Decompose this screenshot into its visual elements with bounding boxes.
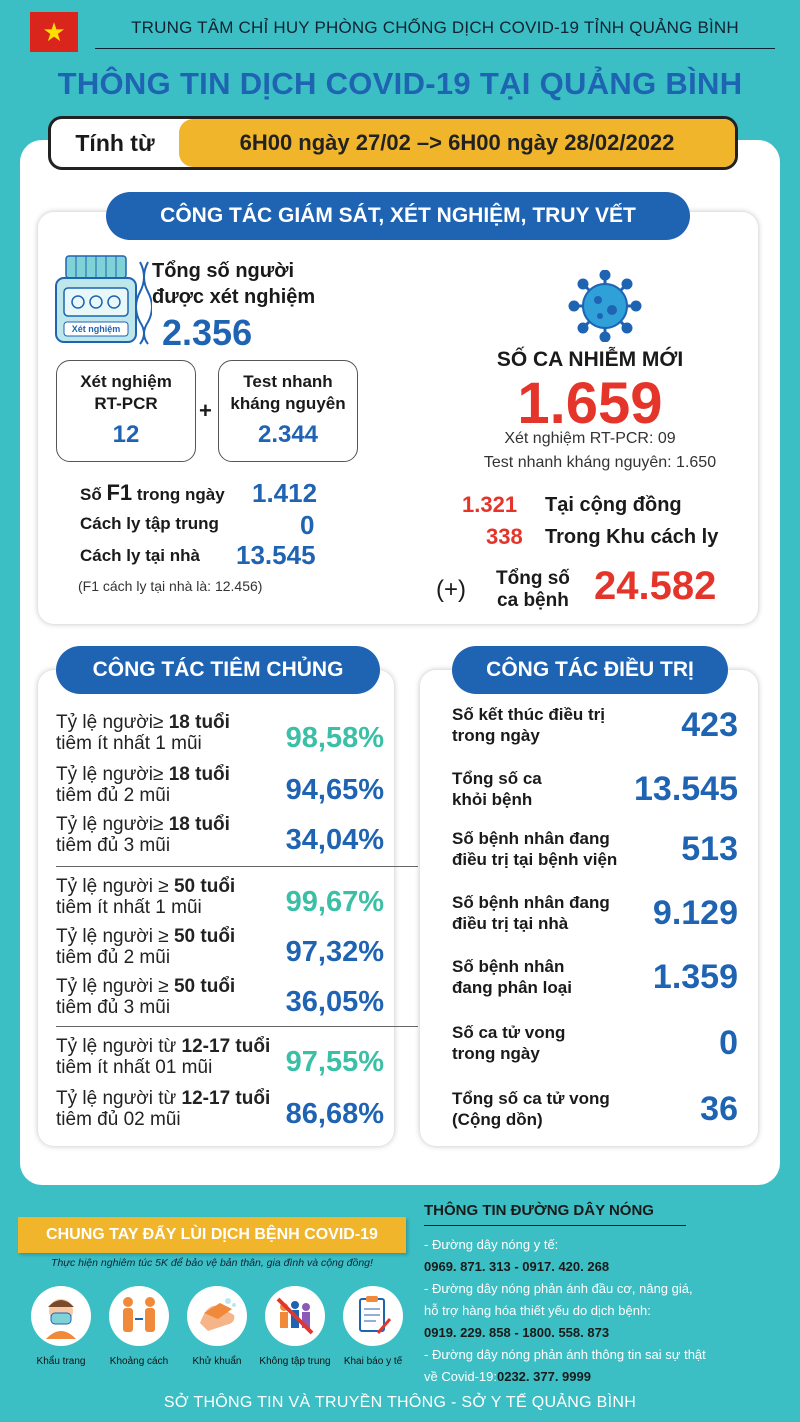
vaccination-pct: 99,67% [285, 886, 384, 918]
vaccination-row [38, 764, 394, 820]
row-line2: trong ngày [452, 1044, 540, 1063]
row-line2: đang phân loại [452, 978, 572, 997]
community-value: 1.321 [462, 492, 518, 517]
treatment-row [420, 1086, 758, 1146]
row-line1: Số ca tử vong [452, 1023, 566, 1042]
new-cases-label: SỐ CA NHIỄM MỚI [496, 348, 684, 371]
pcr-label-line2: RT-PCR [94, 394, 158, 413]
row-prefix: Tỷ lệ người ≥ [56, 876, 174, 897]
vaccination-pct: 97,55% [285, 1046, 384, 1078]
treatment-value: 513 [681, 830, 738, 868]
row-line1: Số bệnh nhân đang [452, 829, 610, 848]
new-cases-pcr: Xét nghiệm RT-PCR: 09 [504, 430, 676, 447]
hotline-price-numbers: 0919. 229. 858 - 1800. 558. 873 [424, 1325, 610, 1340]
period-box [48, 116, 738, 170]
handwash-icon [187, 1286, 247, 1346]
distance-item [100, 1286, 178, 1367]
row-line1: Số bệnh nhân [452, 957, 565, 976]
machine-label: Xét nghiệm [71, 324, 121, 334]
new-cases-value: 1.659 [517, 371, 663, 436]
vietnam-flag [30, 12, 78, 52]
treatment-row-label [452, 1022, 565, 1064]
no-gathering-item [256, 1286, 334, 1367]
treatment-row [420, 826, 758, 886]
treatment-row-label [452, 892, 610, 934]
row-dose: tiêm ít nhất 01 mũi [56, 1057, 213, 1078]
treatment-row-label [452, 1088, 610, 1130]
pcr-box [56, 360, 196, 462]
row-line1: Tổng số ca [452, 769, 542, 788]
treatment-value: 9.129 [652, 894, 738, 932]
rapid-label-line1: Test nhanh [243, 372, 333, 391]
row-prefix: Tỷ lệ người ≥ [56, 976, 174, 997]
row-age: 12-17 tuổi [181, 1088, 271, 1109]
health-declaration-item [334, 1286, 412, 1367]
mask-label: Khẩu trang [36, 1356, 86, 1367]
row-line1: Số kết thúc điều trị [452, 705, 606, 724]
distance-label: Khoảng cách [109, 1356, 169, 1367]
treatment-row-label [452, 704, 605, 746]
vaccination-pct: 34,04% [285, 824, 384, 856]
central-quarantine-label: Cách ly tập trung [80, 514, 219, 533]
row-line2: khỏi bệnh [452, 790, 533, 809]
vaccination-list [38, 670, 394, 1146]
row-prefix: Tỷ lệ người từ [56, 1036, 182, 1057]
row-line1: Tổng số ca tử vong [452, 1089, 610, 1108]
f1-prefix: Số [80, 485, 107, 504]
hotline-line6: - Đường dây nóng phản ánh thông tin sai sự thật [424, 1347, 706, 1362]
flag-star-icon: ★ [42, 17, 66, 47]
vaccination-pct: 94,65% [285, 774, 384, 806]
rapid-value: 2.344 [257, 421, 319, 448]
row-age: 18 tuổi [168, 712, 230, 733]
treatment-row [420, 702, 758, 762]
treatment-value: 423 [681, 706, 738, 744]
tested-label-line1: Tổng số người [152, 260, 295, 282]
vaccination-row [38, 876, 394, 932]
treatment-row [420, 890, 758, 950]
handwash-item [178, 1286, 256, 1367]
row-line2: điều trị tại bệnh viện [452, 850, 618, 869]
row-prefix: Tỷ lệ người≥ [56, 764, 169, 785]
treatment-value: 36 [700, 1090, 738, 1128]
treatment-value: 0 [719, 1024, 738, 1062]
hotline-divider [424, 1225, 686, 1226]
hotline-info [424, 1234, 794, 1388]
f1-big: F1 [106, 480, 133, 505]
tested-value: 2.356 [162, 312, 253, 353]
treatment-row-label [452, 828, 617, 870]
treatment-heading: CÔNG TÁC ĐIỀU TRỊ [452, 646, 728, 694]
vaccination-row-text [56, 1088, 270, 1130]
row-prefix: Tỷ lệ người ≥ [56, 926, 174, 947]
quarantine-zone-value: 338 [486, 524, 523, 549]
vaccination-pct: 98,58% [285, 722, 384, 754]
hotline-line7-prefix: về Covid-19: [424, 1369, 497, 1384]
vaccination-divider [56, 866, 418, 867]
hotline-heading: THÔNG TIN ĐƯỜNG DÂY NÓNG [424, 1202, 654, 1219]
vaccination-row-text [56, 814, 230, 856]
vaccination-row-text [56, 764, 230, 806]
total-label-line1: Tổng số [496, 568, 570, 589]
row-age: 18 tuổi [168, 814, 230, 835]
row-line2: điều trị tại nhà [452, 914, 569, 933]
home-quarantine-value: 13.545 [236, 540, 316, 570]
vaccination-row-text [56, 976, 235, 1018]
vaccination-row [38, 976, 394, 1032]
treatment-row [420, 954, 758, 1014]
treatment-value: 13.545 [634, 770, 738, 808]
row-age: 12-17 tuổi [181, 1036, 271, 1057]
row-dose: tiêm đủ 02 mũi [56, 1109, 181, 1130]
row-dose: tiêm đủ 2 mũi [56, 947, 171, 968]
surveillance-heading: CÔNG TÁC GIÁM SÁT, XÉT NGHIỆM, TRUY VẾT [106, 192, 690, 240]
plus-sign: + [199, 398, 212, 423]
vaccination-row [38, 814, 394, 870]
row-age: 50 tuổi [173, 876, 236, 897]
treatment-row-label [452, 956, 572, 998]
row-line1: Số bệnh nhân đang [452, 893, 610, 912]
vaccination-row [38, 926, 394, 982]
vaccination-divider [56, 1026, 418, 1027]
total-plus-sign: (+) [436, 576, 466, 603]
period-label: Tính từ [75, 129, 155, 156]
hotline-misinfo-number: 0232. 377. 9999 [496, 1369, 591, 1384]
campaign-slogan: Thực hiện nghiêm túc 5K để bảo vệ bản thân, gia đình và cộng đồng! [51, 1257, 373, 1269]
no-gathering-icon [265, 1286, 325, 1346]
row-age: 18 tuổi [168, 764, 230, 785]
vaccination-row-text [56, 926, 235, 968]
header-divider [95, 48, 775, 49]
health-declaration-label: Khai báo y tế [343, 1356, 403, 1367]
tested-label [152, 258, 315, 310]
vaccination-row [38, 1036, 394, 1092]
vaccination-pct: 36,05% [285, 986, 384, 1018]
footer-credit: SỞ THÔNG TIN VÀ TRUYỀN THÔNG - SỞ Y TẾ QUẢNG BÌNH [163, 1394, 637, 1411]
vaccination-row [38, 1088, 394, 1144]
period-range: 6H00 ngày 27/02 –> 6H00 ngày 28/02/2022 [179, 119, 735, 167]
treatment-list [420, 670, 758, 1146]
distance-icon [109, 1286, 169, 1346]
handwash-label: Khử khuẩn [192, 1356, 242, 1367]
row-line2: trong ngày [452, 726, 540, 745]
treatment-row [420, 1020, 758, 1080]
quarantine-zone-label: Trong Khu cách ly [545, 526, 719, 548]
pcr-value: 12 [112, 421, 140, 448]
row-age: 50 tuổi [173, 926, 236, 947]
hotline-line1: - Đường dây nóng y tế: [424, 1237, 559, 1252]
f1-note: (F1 cách ly tại nhà là: 12.456) [78, 578, 263, 594]
campaign-banner: CHUNG TAY ĐẨY LÙI DỊCH BỆNH COVID-19 [18, 1217, 406, 1253]
treatment-row [420, 766, 758, 826]
total-cases-value: 24.582 [594, 564, 717, 608]
home-quarantine-label: Cách ly tại nhà [80, 546, 200, 565]
row-prefix: Tỷ lệ người≥ [56, 814, 169, 835]
tested-label-line2: được xét nghiệm [152, 286, 316, 308]
virus-icon [566, 270, 644, 342]
organization-name: TRUNG TÂM CHỈ HUY PHÒNG CHỐNG DỊCH COVID-19 TỈNH QUẢNG BÌNH [131, 18, 739, 37]
row-line2: (Cộng dồn) [452, 1110, 543, 1129]
mask-item [22, 1286, 100, 1367]
row-prefix: Tỷ lệ người từ [56, 1088, 182, 1109]
f1-suffix: trong ngày [132, 485, 225, 504]
hotline-line4: hỗ trợ hàng hóa thiết yếu do dịch bệnh: [424, 1303, 651, 1318]
page-title: THÔNG TIN DỊCH COVID-19 TẠI QUẢNG BÌNH [57, 66, 743, 101]
vaccination-heading: CÔNG TÁC TIÊM CHỦNG [56, 646, 380, 694]
campaign-icons [22, 1286, 412, 1367]
no-gathering-label: Không tập trung [259, 1356, 331, 1367]
vaccination-row-text [56, 876, 235, 918]
hotline-health-numbers: 0969. 871. 313 - 0917. 420. 268 [424, 1259, 610, 1274]
vaccination-pct: 97,32% [285, 936, 384, 968]
row-dose: tiêm ít nhất 1 mũi [56, 733, 202, 754]
community-label: Tại cộng đồng [545, 494, 682, 516]
total-cases-label [496, 568, 570, 612]
total-label-line2: ca bệnh [497, 590, 569, 611]
pcr-label-line1: Xét nghiệm [80, 372, 172, 391]
hotline-line3: - Đường dây nóng phản ánh đầu cơ, nâng giá, [424, 1281, 693, 1296]
health-declaration-icon [343, 1286, 403, 1346]
f1-value: 1.412 [252, 478, 318, 508]
vaccination-pct: 86,68% [285, 1098, 384, 1130]
row-dose: tiêm đủ 3 mũi [56, 835, 171, 856]
new-cases-rapid: Test nhanh kháng nguyên: 1.650 [483, 454, 717, 471]
vaccination-row-text [56, 1036, 270, 1078]
vaccination-row [38, 712, 394, 768]
test-machine-icon [52, 252, 152, 348]
row-dose: tiêm ít nhất 1 mũi [56, 897, 202, 918]
mask-icon [31, 1286, 91, 1346]
row-dose: tiêm đủ 3 mũi [56, 997, 171, 1018]
rapid-test-box [218, 360, 358, 462]
central-quarantine-value: 0 [300, 510, 315, 540]
treatment-row-label [452, 768, 542, 810]
vaccination-row-text [56, 712, 230, 754]
row-prefix: Tỷ lệ người≥ [56, 712, 169, 733]
treatment-value: 1.359 [652, 958, 738, 996]
f1-label [80, 480, 225, 506]
row-age: 50 tuổi [173, 976, 236, 997]
row-dose: tiêm đủ 2 mũi [56, 785, 171, 806]
rapid-label-line2: kháng nguyên [230, 394, 346, 413]
